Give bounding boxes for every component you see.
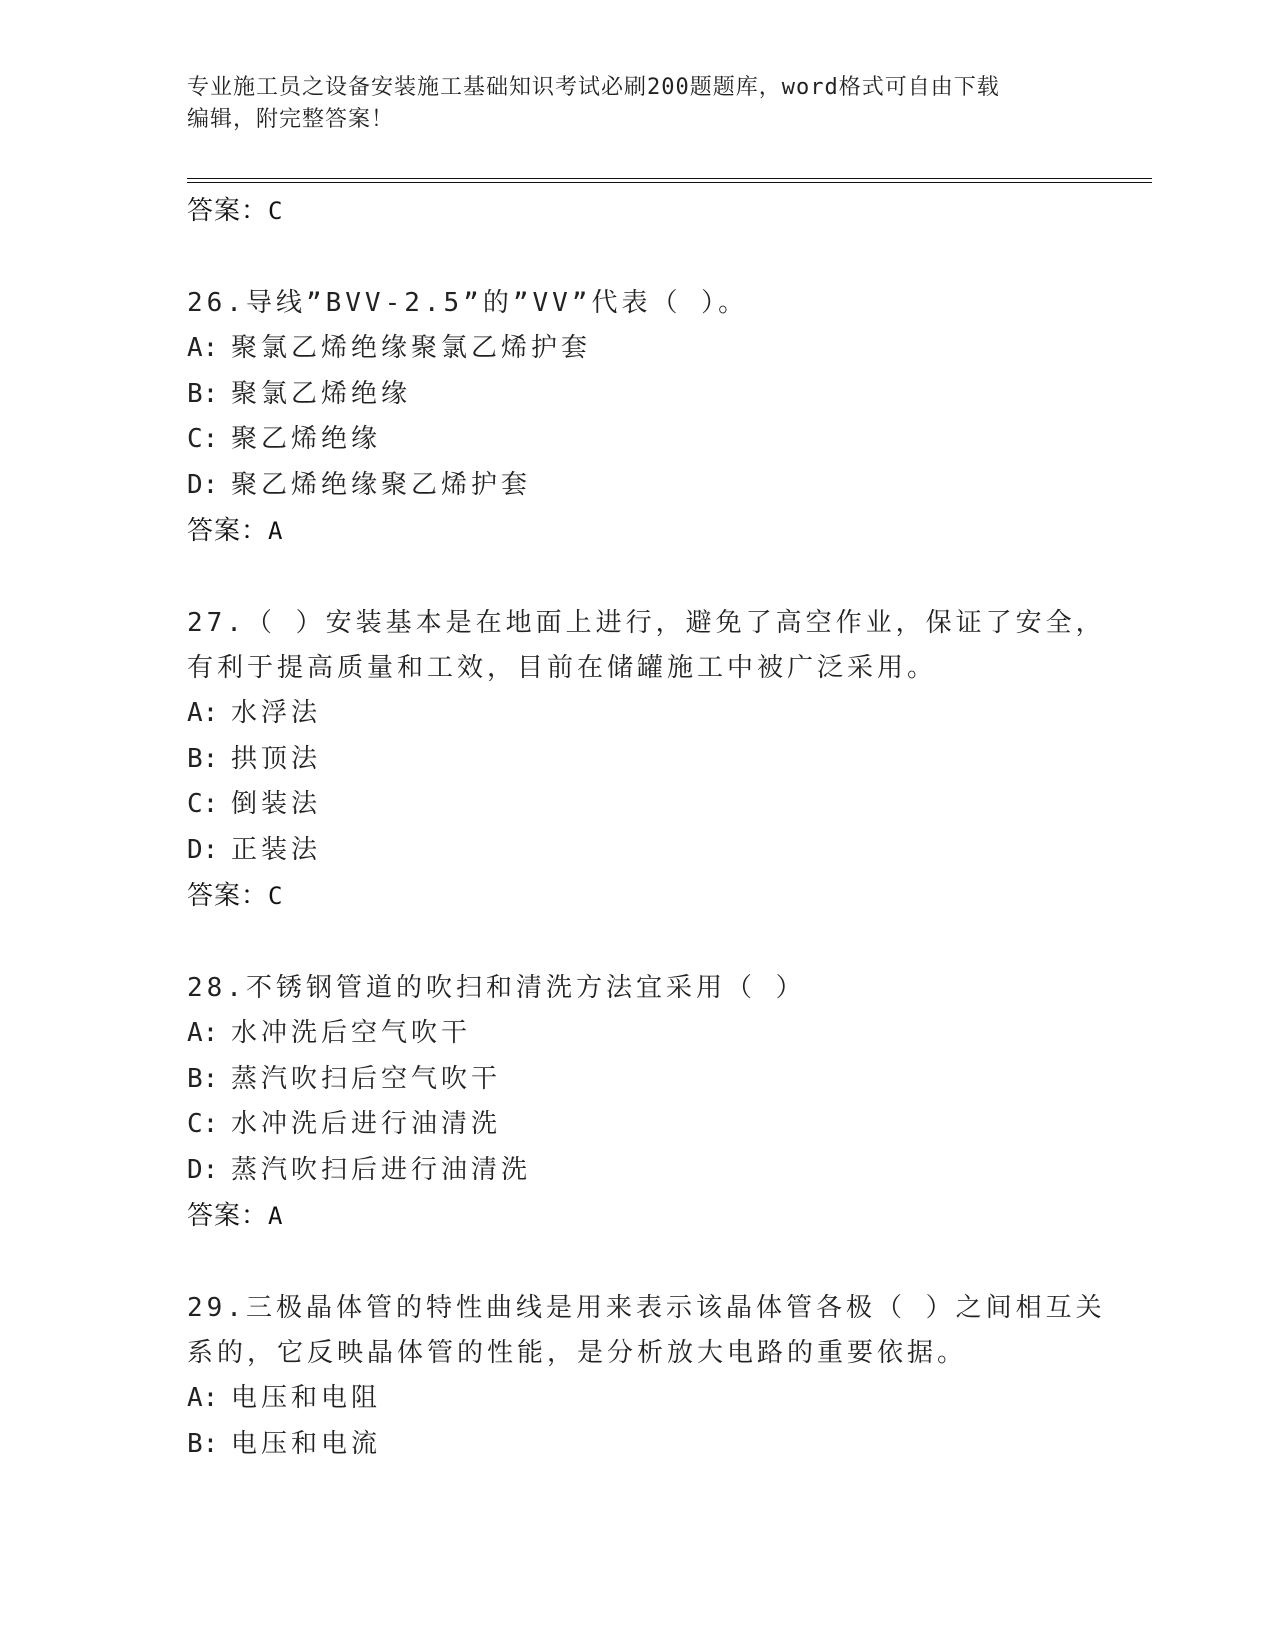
option-letter: D: — [187, 834, 219, 865]
header-line-2: 编辑，附完整答案！ — [187, 107, 395, 132]
option-letter: B: — [187, 378, 219, 409]
answer-value: C — [268, 882, 284, 910]
question-list — [187, 188, 1117, 1467]
option-text: 水冲洗后进行油清洗 — [231, 1109, 502, 1139]
header-line-1: 专业施工员之设备安装施工基础知识考试必刷200题题库，word格式可自由下载 — [187, 75, 1000, 100]
question-stem-line: 28.不锈钢管道的吹扫和清洗方法宜采用（ ） — [187, 973, 806, 1003]
option-row — [187, 463, 1117, 509]
question-stem-line: 有利于提高质量和工效，目前在储罐施工中被广泛采用。 — [187, 653, 938, 683]
answer-value: C — [268, 197, 284, 225]
answer-line — [187, 873, 1117, 919]
answer-label: 答案： — [187, 881, 269, 911]
option-row — [187, 1011, 1117, 1057]
option-row — [187, 1422, 1117, 1468]
option-letter: C: — [187, 424, 219, 454]
option-row — [187, 372, 1117, 418]
option-text: 电压和电阻 — [231, 1383, 382, 1413]
question-stem-line: 26.导线”BVV-2.5”的”VV”代表（ ）。 — [187, 288, 749, 318]
option-row — [187, 782, 1117, 828]
option-text: 聚乙烯绝缘聚乙烯护套 — [231, 469, 532, 500]
option-text: 倒装法 — [231, 789, 322, 819]
option-letter: C: — [187, 1109, 219, 1139]
question-stem-line: 27.（ ）安装基本是在地面上进行，避免了高空作业，保证了安全， — [187, 608, 1106, 638]
answer-value: A — [268, 1202, 284, 1230]
option-text: 聚氯乙烯绝缘聚氯乙烯护套 — [231, 333, 592, 363]
option-letter: A: — [187, 1018, 219, 1048]
option-letter: B: — [187, 1063, 219, 1094]
option-text: 拱顶法 — [231, 743, 322, 774]
option-row — [187, 1057, 1117, 1103]
question-block — [187, 601, 1117, 919]
option-letter: A: — [187, 1383, 219, 1413]
answer-line — [187, 508, 1117, 554]
option-text: 聚氯乙烯绝缘 — [231, 378, 412, 409]
question-block — [187, 281, 1117, 554]
option-row — [187, 1148, 1117, 1194]
page-header — [187, 72, 1087, 136]
answer-label: 答案： — [187, 516, 269, 546]
option-text: 聚乙烯绝缘 — [231, 424, 382, 454]
option-letter: C: — [187, 789, 219, 819]
option-row — [187, 828, 1117, 874]
option-row — [187, 326, 1117, 372]
option-text: 水冲洗后空气吹干 — [231, 1018, 472, 1048]
option-text: 蒸汽吹扫后空气吹干 — [231, 1063, 502, 1094]
option-text: 正装法 — [231, 834, 322, 865]
option-row — [187, 1376, 1117, 1422]
option-text: 电压和电流 — [231, 1428, 382, 1459]
answer-label: 答案： — [187, 1201, 269, 1231]
option-row — [187, 737, 1117, 783]
option-row — [187, 691, 1117, 737]
answer-label: 答案： — [187, 196, 269, 226]
option-row — [187, 1102, 1117, 1148]
option-letter: B: — [187, 743, 219, 774]
option-letter: A: — [187, 698, 219, 728]
option-letter: A: — [187, 333, 219, 363]
question-block — [187, 966, 1117, 1239]
answer-value: A — [268, 517, 284, 545]
header-double-rule — [187, 178, 1152, 183]
question-stem-line: 系的，它反映晶体管的性能，是分析放大电路的重要依据。 — [187, 1338, 968, 1368]
question-block — [187, 1286, 1117, 1467]
option-text: 水浮法 — [231, 698, 322, 728]
option-row — [187, 417, 1117, 463]
option-letter: B: — [187, 1428, 219, 1459]
answer-line — [187, 1193, 1117, 1239]
option-letter: D: — [187, 469, 219, 500]
question-stem-line: 29.三极晶体管的特性曲线是用来表示该晶体管各极（ ）之间相互关 — [187, 1293, 1106, 1323]
option-letter: D: — [187, 1154, 219, 1185]
answer-line — [187, 188, 1117, 234]
option-text: 蒸汽吹扫后进行油清洗 — [231, 1154, 532, 1185]
